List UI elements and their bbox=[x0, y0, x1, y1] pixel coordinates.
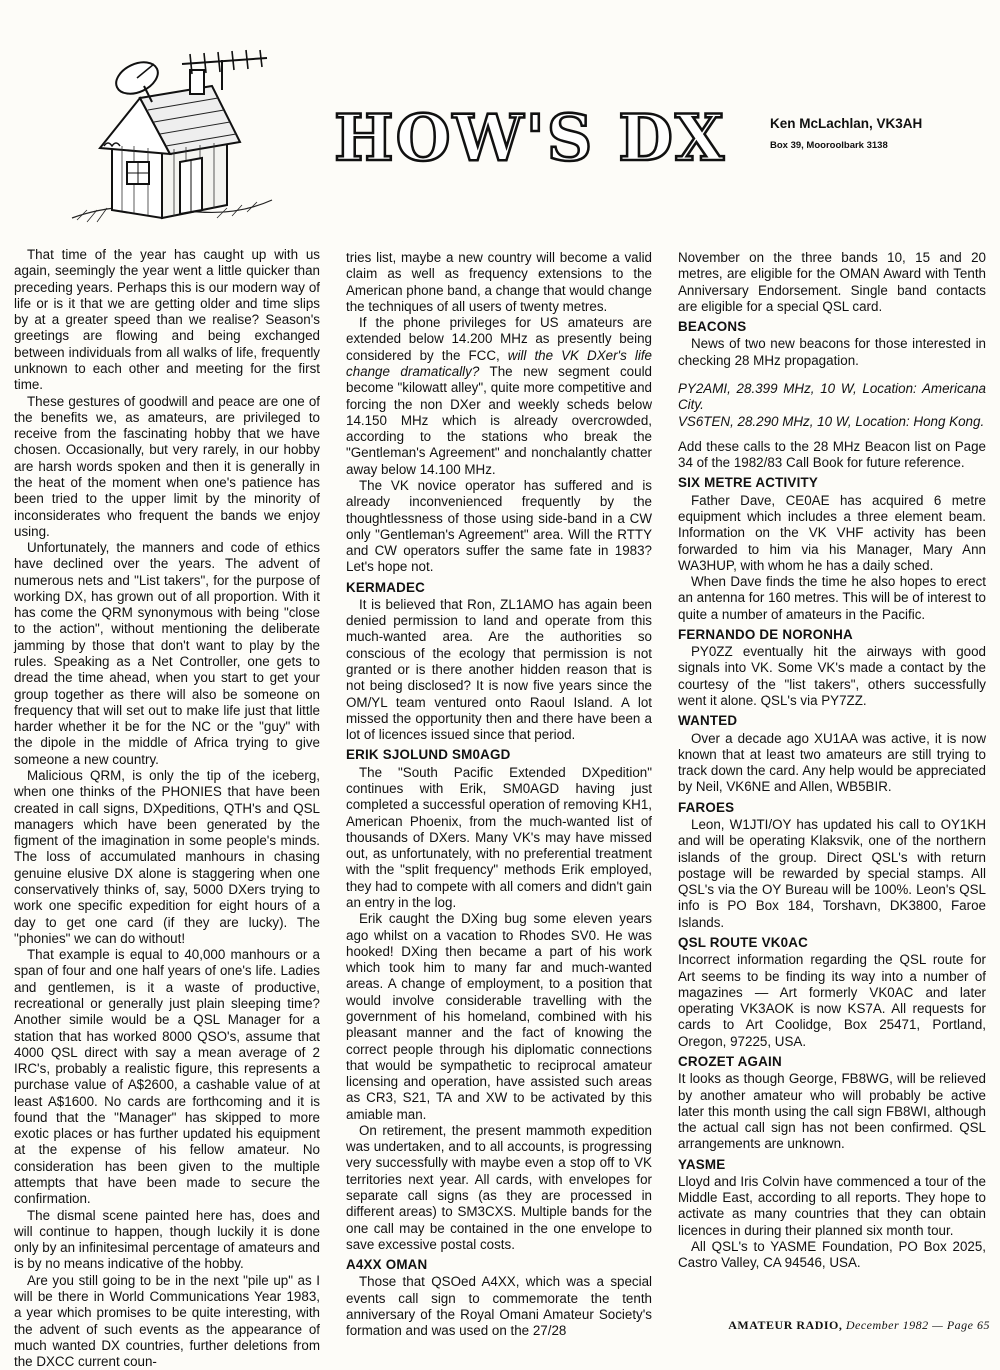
section-heading-fernando: FERNANDO DE NORONHA bbox=[678, 626, 853, 642]
beacon-entry: PY2AMI, 28.399 MHz, 10 W, Location: Americana City. bbox=[678, 380, 986, 413]
paragraph: November on the three bands 10, 15 and 20 metres, are eligible for the OMAN Award with Tenth Anniversary Endorsement. Single band contacts are eligible for a special QSL card. bbox=[678, 250, 986, 314]
paragraph: That example is equal to 40,000 manhours or a span of four and one half years of one's life. Ladies and gentlemen, is it a waste of productive, recreational or generally just plain sleeping time? Another simile would be a QSL Manager for a station that has worked 8000 QSO's, assume that 4000 QSL direct with say a mean average of 2 IRC's, probably a realistic figure, this represents a purchase value of A$2600, a cashable value of at least A$1600. No cards are forthcoming and it is found that the "Manager" has skipped to more exotic places or has further updated his equipment at the expense of his fellow amateur. No consideration has been given to the multiple attempts that have been made to secure the confirmation. bbox=[14, 947, 320, 1207]
paragraph: tries list, maybe a new country will become a valid claim as well as frequency extensions to the American phone band, a change that would change the techniques of all users of twenty metres. bbox=[346, 250, 652, 314]
paragraph: Father Dave, CE0AE has acquired 6 metre equipment which includes a three element beam. Information on the VK VHF activity has been forwarded to him via his Manager, Mary Ann WA3HUP, with whom he has a daily sched. bbox=[678, 492, 986, 573]
section-heading-erik: ERIK SJOLUND SM0AGD bbox=[346, 747, 511, 763]
section-heading-faroes: FAROES bbox=[678, 799, 735, 815]
section-heading-kermadec: KERMADEC bbox=[346, 579, 425, 595]
column-title bbox=[330, 101, 730, 176]
author-address: Box 39, Mooroolbark 3138 bbox=[770, 140, 888, 151]
paragraph: Leon, W1JTI/OY has updated his call to OY1KH and will be operating Klaksvik, one of the northern islands of the group. Direct QSL's with return postage will be rewarded by special stamps. All QSL's via the OY Bureau will be 100%. Leon's QSL info is PO Box 184, Torshavn, DK3800, Faroe Islands. bbox=[678, 817, 986, 930]
paragraph: News of two new beacons for those interested in checking 28 MHz propagation. bbox=[678, 336, 986, 368]
author-block bbox=[770, 116, 922, 151]
paragraph: The "South Pacific Extended DXpedition" continues with Erik, SM0AGD having just completed a successful operation of removing KH1, American Phoenix, from the much-wanted list of thousands of DXers. Many VK's may have missed out, as unfortunately, with no preferential treatment with the "split frequency" methods Erik employed, they had to compete with all comers and didn't gain an entry in the log. bbox=[346, 764, 652, 910]
text-run: The new segment could become "kilowatt alley", quite more competitive and forcing the non DXer and weekly scheds below 14.150 MHz which is already overcrowded, according to the stations who break the "Gentleman's Agreement" and nonchalantly chatter away below 14.100 MHz. bbox=[346, 363, 652, 477]
page-footer bbox=[660, 1318, 990, 1333]
paragraph: PY0ZZ eventually hit the airways with good signals into VK. Some VK's made a contact by the courtesy of the "list takers", others successfully went it alone. QSL's via PY7ZZ. bbox=[678, 644, 986, 709]
shack-with-antennas-illustration bbox=[62, 50, 282, 225]
article-column-1 bbox=[14, 247, 320, 1370]
author-name: Ken McLachlan, VK3AH bbox=[770, 116, 923, 131]
paragraph: The VK novice operator has suffered and is already inconvenienced frequently by the thoughtlessness of those using side-band in a CW only "Gentleman's Agreement" area. Will the RTTY and CW operators suffer the same fate in 1983? Let's hope not. bbox=[346, 477, 652, 575]
column-title-text: HOW'S DX bbox=[334, 101, 726, 176]
paragraph: Are you still going to be in the next "pile up" as I will be there in World Communications Year 1983, a year which promises to be quite interesting, with the advent of such events as the appearance of much wanted DX countries, further deletions from the DXCC current coun- bbox=[14, 1272, 320, 1370]
paragraph: These gestures of goodwill and peace are one of the benefits we, as amateurs, are privileged to receive from the fascinating hobby that we have chosen. Occasionally, but very rarely, in our hobby are harsh words spoken and then it is generally in the heat of the moment when one's patience has been tried to the upper limit by the minority of inconsiderates who frequent the bands we enjoy using. bbox=[14, 393, 320, 539]
page-header bbox=[0, 0, 1000, 240]
section-heading-yasme: YASME bbox=[678, 1156, 726, 1172]
section-heading-beacons: BEACONS bbox=[678, 319, 747, 335]
paragraph: Those that QSOed A4XX, which was a special events call sign to commemorate the tenth anniversary of the Royal Omani Amateur Society's formation and was used on the 27/28 bbox=[346, 1274, 652, 1339]
section-heading-qsl-route: QSL ROUTE VK0AC bbox=[678, 934, 808, 950]
paragraph: When Dave finds the time he also hopes to erect an antenna for 160 metres. This will be of interest to quite a number of amateurs in the Pacific. bbox=[678, 574, 986, 622]
paragraph bbox=[346, 315, 652, 478]
section-heading-wanted: WANTED bbox=[678, 713, 738, 729]
article-column-3 bbox=[678, 250, 986, 1300]
paragraph: The dismal scene painted here has, does and will continue to happen, though luckily it is done only by an infinitesimal percentage of amateurs and is by no means indicative of the hobby. bbox=[14, 1207, 320, 1272]
paragraph: Over a decade ago XU1AA was active, it is now known that at least two amateurs are still trying to track down the card. Any help would be appreciated by Neil, VK6NE and Allen, WB5BIR. bbox=[678, 730, 986, 795]
section-heading-a4xx: A4XX OMAN bbox=[346, 1257, 428, 1273]
paragraph: On retirement, the present mammoth expedition was undertaken, and to all accounts, is progressing very successfully with maybe even a stop off to VK territories next year. All cards, with envelopes for separate call signs (as they are processed in different areas) to SM3CXS. Multiple bands for the one call may be contained in the one envelope to save excessive postal costs. bbox=[346, 1122, 652, 1252]
paragraph: Incorrect information regarding the QSL route for Art seems to be finding its way into a number of magazines — Art formerly VK0AC and later operating VK3AOK is now KS7A. All requests for cards to Art Coolidge, Box 25471, Portland, Oregon, 97225, USA. bbox=[678, 952, 986, 1049]
paragraph: Add these calls to the 28 MHz Beacon list on Page 34 of the 1982/83 Call Book for future reference. bbox=[678, 438, 986, 471]
article-column-2 bbox=[346, 250, 652, 1339]
section-heading-six-metre: SIX METRE ACTIVITY bbox=[678, 475, 818, 491]
emphasis-text: will the VK DXer's life change dramatically? bbox=[346, 347, 652, 379]
text-run: If the phone privileges for US amateurs are extended below 14.200 MHz as presently being considered by the FCC, bbox=[346, 315, 652, 363]
magazine-name: AMATEUR RADIO, bbox=[728, 1318, 843, 1332]
paragraph: That time of the year has caught up with us again, seemingly the year went a little quicker than preceding years. Perhaps this is our modern way of life or is it that we are getting older and time slips by at a greater speed than we realise? Season's greetings are flowing and being exchanged between individuals from all walks of life, frequently unknown to each other and meeting for the first time. bbox=[14, 247, 320, 393]
paragraph: It is believed that Ron, ZL1AMO has again been denied permission to land and operate from this much-wanted area. Are the authorities so conscious of the ecology that permission is not granted or is there another hidden reason that is not being disclosed? It is now five years since the OM/YL team ventured onto Raoul Island. A lot missed the opportunity then and there have been a lot of licences issued since that period. bbox=[346, 596, 652, 743]
paragraph: Erik caught the DXing bug some eleven years ago whilst on a vacation to Rhodes SV0. He was hooked! DXing then became a part of his work which took him to many far and much-wanted areas. A change of employment, to a position that would involve considerable travelling with the government of his homeland, combined with his pleasant manner and the fact of knowing the correct people through his diplomatic connections that would be sympathetic to reciprocal amateur licensing and operation, have assisted such areas as CR3, S21, TA and XW to be activated by this amiable man. bbox=[346, 911, 652, 1122]
paragraph: Malicious QRM, is only the tip of the iceberg, when one thinks of the PHONIES that have been created in call signs, DXpeditions, QTH's and QSL managers which have been generated by the figment of the imagination in some people's minds. The loss of accumulated manhours in chasing genuine elusive DX alone is staggering when one conservatively thinks of, say, 5000 DXers trying to work one specific expedition for eight hours of a day to get one card (if they are lucky). The "phonies" we can do without! bbox=[14, 768, 320, 946]
paragraph: Unfortunately, the manners and code of ethics have declined over the years. The advent of numerous nets and "List takers", for the purpose of working DX, has grown out of all proportion. With it has come the QRM synonymous with being "close to the action", without mentioning the deliberate jamming by those that don't want to play by the rules. Speaking as a Net Controller, one gets to dread the time ahead, when you start to get your group together as there will also be someone on frequency that will set out to make life just that little harder whether it be for the NC or the "guy" with the dipole in the middle of Africa trying to give someone a new country. bbox=[14, 540, 320, 767]
paragraph: Lloyd and Iris Colvin have commenced a tour of the Middle East, according to all reports. They hope to activate as many countries that they can obtain licences in during their planned six month tour. bbox=[678, 1173, 986, 1238]
paragraph: It looks as though George, FB8WG, will be relieved by another amateur who will probably be active later this month using the call sign FB8WI, although the actual call sign has not been confirmed. QSL arrangements are unknown. bbox=[678, 1071, 986, 1152]
section-heading-crozet: CROZET AGAIN bbox=[678, 1053, 782, 1069]
issue-and-page: December 1982 — Page 65 bbox=[845, 1318, 990, 1332]
paragraph: All QSL's to YASME Foundation, PO Box 2025, Castro Valley, CA 94546, USA. bbox=[678, 1239, 986, 1271]
beacon-entry: VS6TEN, 28.290 MHz, 10 W, Location: Hong Kong. bbox=[678, 413, 985, 429]
